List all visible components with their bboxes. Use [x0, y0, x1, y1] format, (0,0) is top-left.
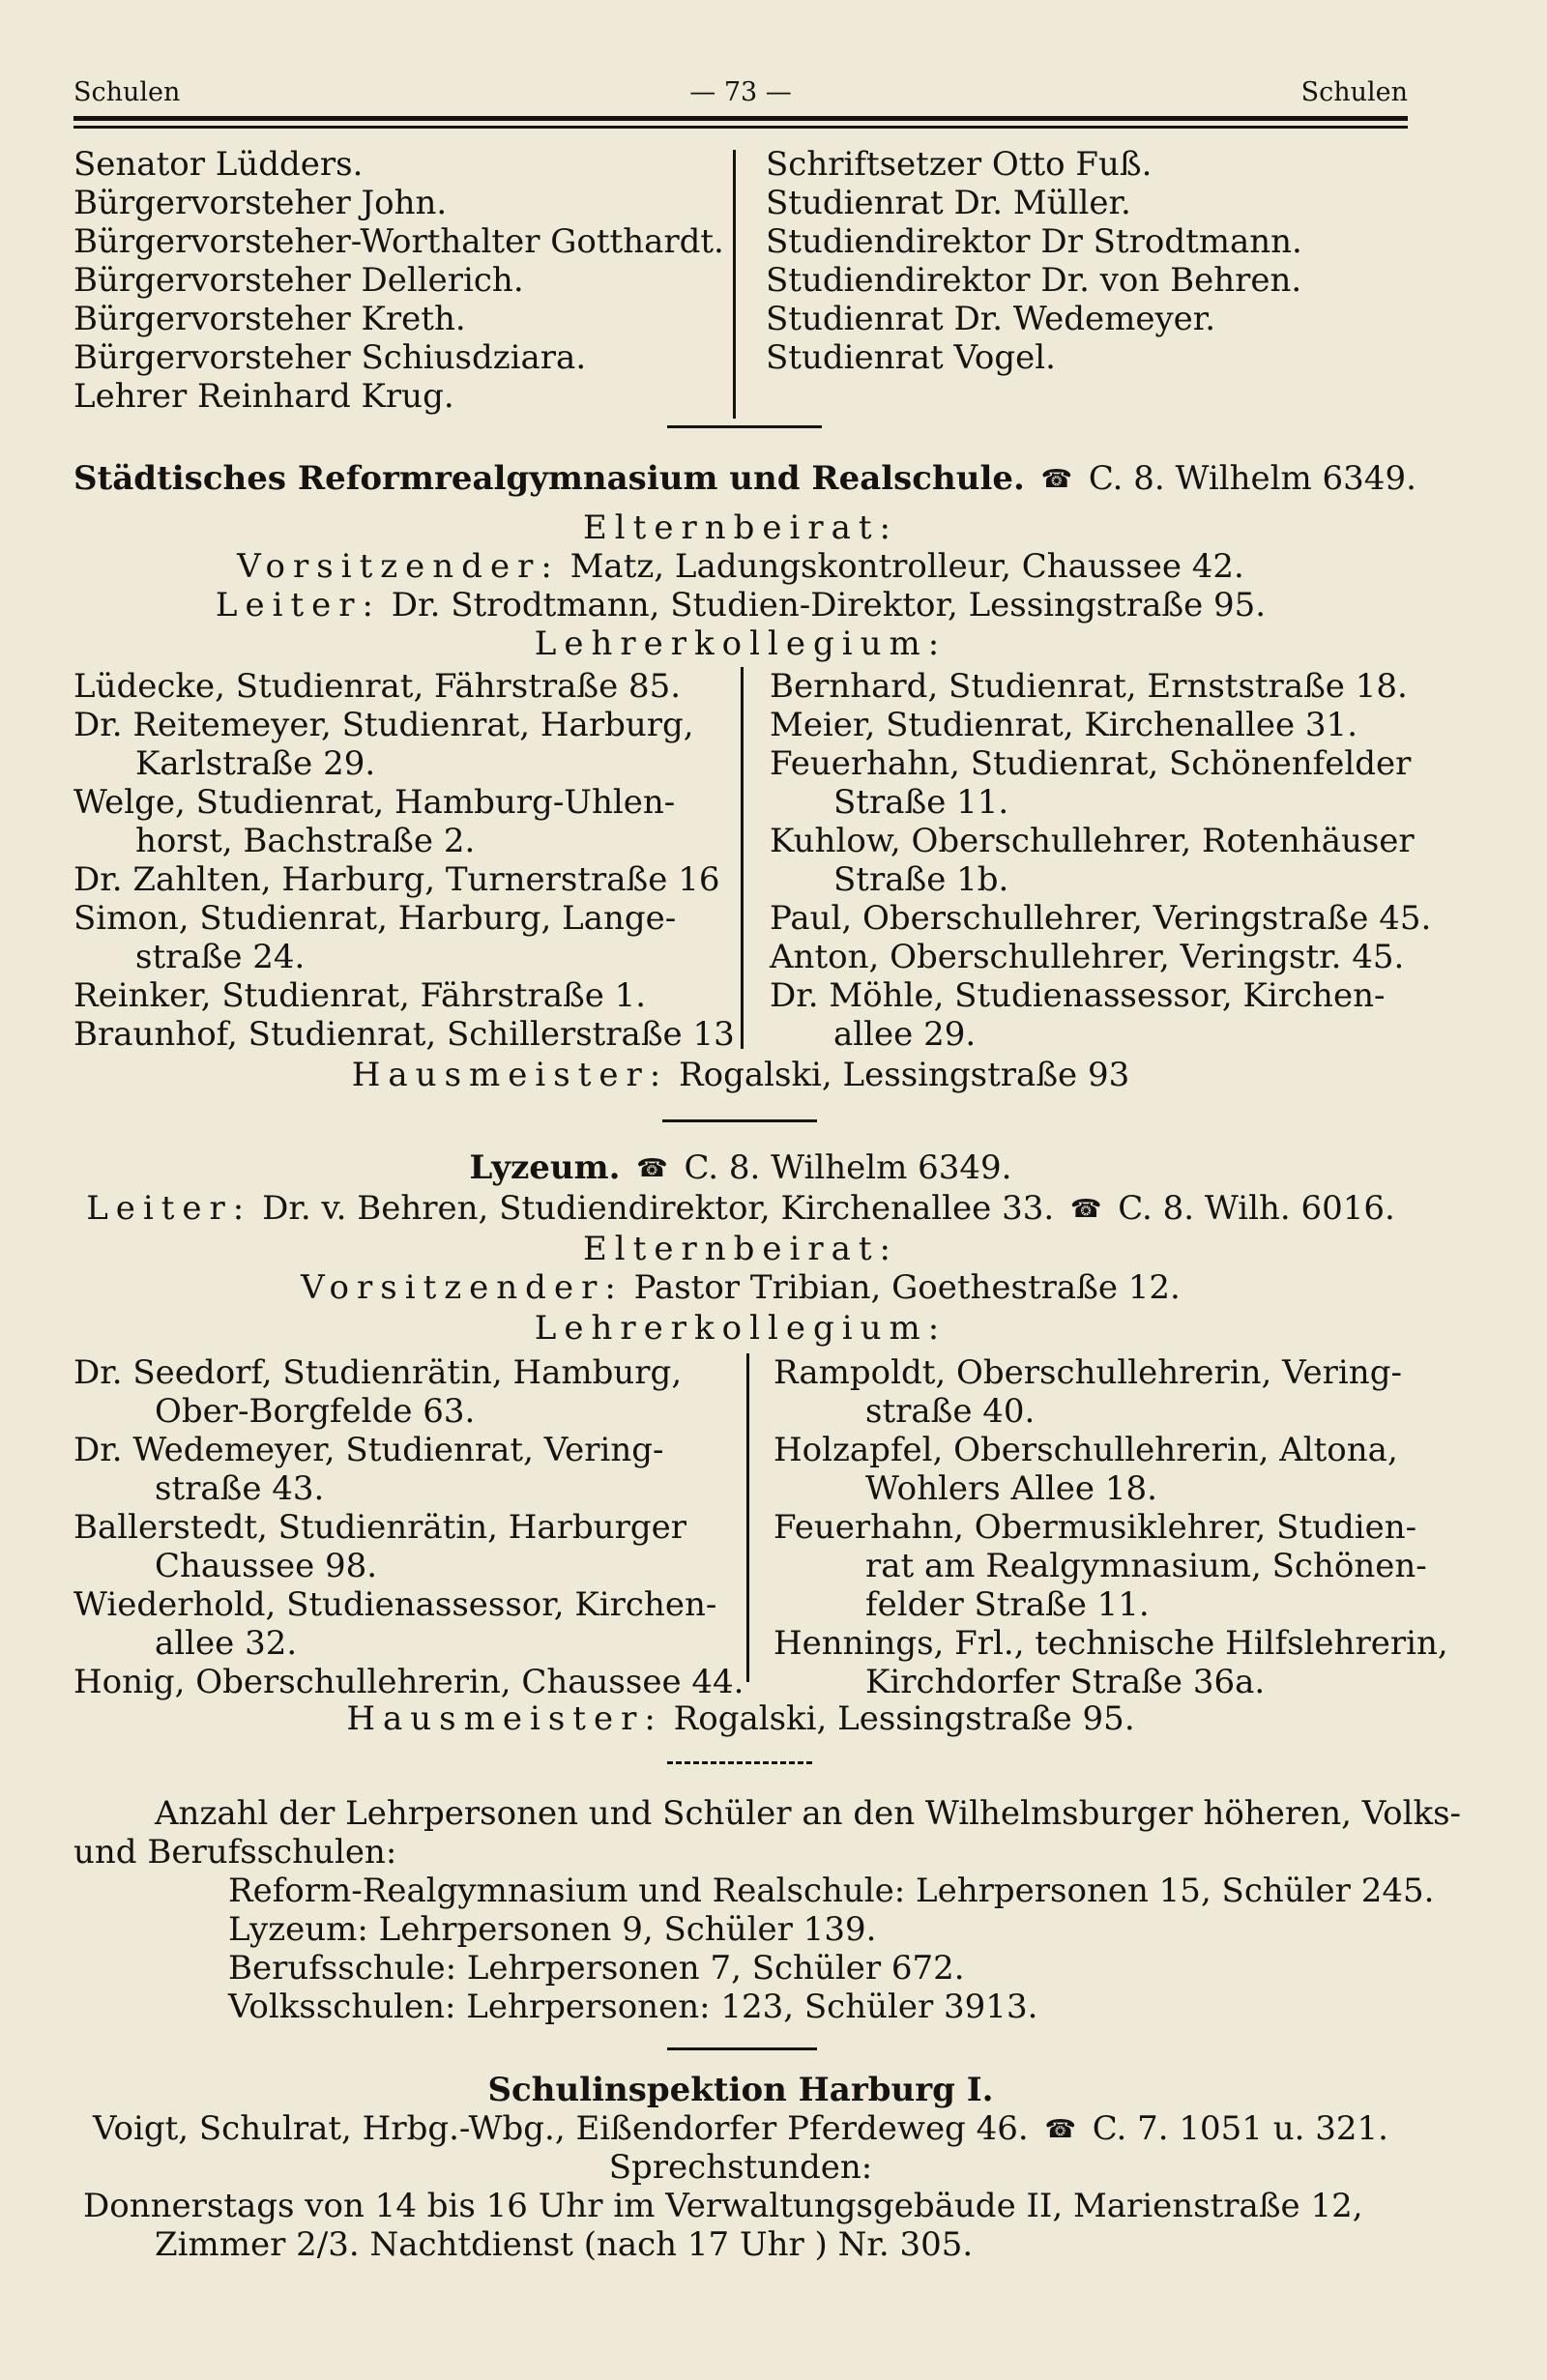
school2-staff-left: Ballerstedt, Studienrätin, Harburger: [73, 1508, 686, 1547]
school1-staff-right: Anton, Oberschullehrer, Veringstr. 45.: [770, 938, 1405, 976]
school2-staff-left: straße 43.: [155, 1469, 325, 1508]
school1-elternbeirat: Elternbeirat:: [582, 508, 899, 547]
section-separator: [662, 1119, 817, 1122]
school1-chair: Matz, Ladungskontrolleur, Chaussee 42.: [569, 547, 1244, 586]
column-divider: [733, 150, 736, 419]
school1-staff-right: Dr. Möhle, Studienassessor, Kirchen-: [770, 976, 1386, 1015]
committee-right-5: Studienrat Dr. Wedemeyer.: [766, 300, 1216, 338]
stats-item: Berufsschule: Lehrpersonen 7, Schüler 672.: [228, 1949, 965, 1988]
committee-right-6: Studienrat Vogel.: [766, 338, 1056, 377]
school2-head-phone: C. 8. Wilh. 6016.: [1118, 1189, 1395, 1228]
school2-staff-right: straße 40.: [865, 1392, 1036, 1431]
school1-chair-label: Vorsitzender:: [237, 547, 560, 586]
school1-head-line: [73, 586, 1408, 624]
school1-staff-right: Paul, Oberschullehrer, Veringstraße 45.: [770, 899, 1432, 938]
stats-item: Reform-Realgymnasium und Realschule: Lehrpersonen 15, Schüler 245.: [228, 1872, 1435, 1910]
school2-chair: Pastor Tribian, Goethestraße 12.: [633, 1268, 1181, 1307]
school1-staff-left: Lüdecke, Studienrat, Fährstraße 85.: [73, 667, 682, 706]
section-separator: [667, 2047, 817, 2050]
stats-intro: und Berufsschulen:: [73, 1833, 397, 1872]
section-separator: [667, 1761, 812, 1764]
school1-staff-right: Meier, Studienrat, Kirchenallee 31.: [770, 706, 1357, 744]
school1-staff-left: Karlstraße 29.: [135, 744, 376, 783]
school1-staff-right: Kuhlow, Oberschullehrer, Rotenhäuser: [770, 822, 1415, 860]
school2-janitor: Rogalski, Lessingstraße 95.: [673, 1699, 1135, 1738]
school2-head-label: Leiter:: [86, 1189, 252, 1228]
school2-janitor-line: [73, 1699, 1408, 1738]
inspection-person: Voigt, Schulrat, Hrbg.-Wbg., Eißendorfer Pferdeweg 46.: [93, 2109, 1029, 2148]
committee-right-4: Studiendirektor Dr. von Behren.: [766, 261, 1302, 300]
school1-staff-right: Feuerhahn, Studienrat, Schönenfelder: [770, 744, 1412, 783]
school1-janitor-label: Hausmeister:: [351, 1056, 669, 1094]
header-left: Schulen: [73, 77, 181, 107]
inspection-phone: C. 7. 1051 u. 321.: [1092, 2109, 1388, 2148]
school2-staff-right: rat am Realgymnasium, Schönen-: [865, 1547, 1427, 1585]
school1-title: Städtisches Reformrealgymnasium und Realschule.: [73, 459, 1025, 498]
school1-head: Dr. Strodtmann, Studien-Direktor, Lessingstraße 95.: [391, 586, 1267, 624]
inspection-title: Schulinspektion Harburg I.: [487, 2071, 994, 2109]
committee-left-1: Senator Lüdders.: [73, 145, 364, 184]
school1-title-line: [73, 459, 1416, 499]
school1-staff-left: horst, Bachstraße 2.: [135, 822, 476, 860]
school1-janitor: Rogalski, Lessingstraße 93: [679, 1056, 1130, 1094]
school1-staff-right: Straße 11.: [833, 783, 1009, 822]
header-rule: [73, 116, 1408, 121]
telephone-icon: ☎: [1069, 1195, 1102, 1224]
school2-title-line: [73, 1148, 1408, 1188]
school2-staff-left: allee 32.: [155, 1624, 298, 1663]
school1-phone: C. 8. Wilhelm 6349.: [1088, 459, 1416, 498]
section-separator: [667, 425, 822, 428]
stats-item: Volksschulen: Lehrpersonen: 123, Schüler 3913.: [228, 1988, 1038, 2026]
school2-staff-left: Chaussee 98.: [155, 1547, 378, 1585]
column-divider: [741, 667, 744, 1049]
school1-staff-heading: Lehrerkollegium:: [534, 624, 948, 663]
committee-right-2: Studienrat Dr. Müller.: [766, 184, 1131, 222]
school1-staff-right: allee 29.: [833, 1015, 977, 1054]
telephone-icon: ☎: [636, 1154, 668, 1183]
school2-staff-right: Feuerhahn, Obermusiklehrer, Studien-: [774, 1508, 1417, 1547]
inspection-line: [73, 2109, 1408, 2149]
school2-staff-left: Ober-Borgfelde 63.: [155, 1392, 476, 1431]
school2-staff-right: Hennings, Frl., technische Hilfslehrerin,: [774, 1624, 1448, 1663]
school2-staff-right: Rampoldt, Oberschullehrerin, Vering-: [774, 1353, 1402, 1392]
school2-head: Dr. v. Behren, Studiendirektor, Kirchenallee 33.: [262, 1189, 1055, 1228]
school2-staff-right: Kirchdorfer Straße 36a.: [865, 1663, 1266, 1701]
school2-janitor-label: Hausmeister:: [346, 1699, 663, 1738]
school2-staff-right: Holzapfel, Oberschullehrerin, Altona,: [774, 1431, 1398, 1469]
school1-head-label: Leiter:: [215, 586, 381, 624]
school2-chair-label: Vorsitzender:: [301, 1268, 624, 1307]
telephone-icon: ☎: [1044, 2115, 1076, 2144]
school2-phone: C. 8. Wilhelm 6349.: [684, 1148, 1012, 1187]
telephone-icon: ☎: [1040, 465, 1073, 494]
page-number: — 73 —: [689, 77, 792, 107]
stats-intro: Anzahl der Lehrpersonen und Schüler an den Wilhelmsburger höheren, Volks-: [155, 1794, 1462, 1833]
school1-staff-right: Straße 1b.: [833, 860, 1009, 899]
school2-staff-left: Dr. Wedemeyer, Studienrat, Vering-: [73, 1431, 664, 1469]
school2-staff-right: Wohlers Allee 18.: [865, 1469, 1157, 1508]
inspection-hours-label: Sprechstunden:: [608, 2148, 873, 2187]
committee-left-6: Bürgervorsteher Schiusdziara.: [73, 338, 587, 377]
school2-elternbeirat: Elternbeirat:: [582, 1230, 899, 1268]
school2-staff-left: Wiederhold, Studienassessor, Kirchen-: [73, 1585, 717, 1624]
school2-title: Lyzeum.: [469, 1148, 621, 1187]
school1-janitor-line: [73, 1056, 1408, 1094]
school2-chair-line: [73, 1268, 1408, 1307]
school1-staff-left: Reinker, Studienrat, Fährstraße 1.: [73, 976, 647, 1015]
header-rule-thin: [73, 126, 1408, 129]
school1-staff-left: Dr. Zahlten, Harburg, Turnerstraße 16: [73, 860, 720, 899]
school1-staff-left: Welge, Studienrat, Hamburg-Uhlen-: [73, 783, 676, 822]
school1-staff-left: Simon, Studienrat, Harburg, Lange-: [73, 899, 677, 938]
header-right: Schulen: [1300, 77, 1408, 107]
school1-chair-line: [73, 547, 1408, 586]
inspection-hours: Zimmer 2/3. Nachtdienst (nach 17 Uhr ) Nr. 305.: [155, 2225, 974, 2264]
inspection-hours: Donnerstags von 14 bis 16 Uhr im Verwaltungsgebäude II, Marienstraße 12,: [83, 2187, 1363, 2225]
school1-staff-left: Dr. Reitemeyer, Studienrat, Harburg,: [73, 706, 694, 744]
committee-left-7: Lehrer Reinhard Krug.: [73, 377, 454, 416]
school1-staff-left: straße 24.: [135, 938, 306, 976]
column-divider: [746, 1353, 749, 1682]
school2-staff-left: Dr. Seedorf, Studienrätin, Hamburg,: [73, 1353, 683, 1392]
school1-staff-left: Braunhof, Studienrat, Schillerstraße 13: [73, 1015, 735, 1054]
running-header: [73, 73, 1408, 112]
stats-item: Lyzeum: Lehrpersonen 9, Schüler 139.: [228, 1910, 877, 1949]
committee-right-1: Schriftsetzer Otto Fuß.: [766, 145, 1153, 184]
committee-left-3: Bürgervorsteher-Worthalter Gotthardt.: [73, 222, 724, 261]
committee-left-2: Bürgervorsteher John.: [73, 184, 448, 222]
school1-staff-right: Bernhard, Studienrat, Ernststraße 18.: [770, 667, 1408, 706]
committee-right-3: Studiendirektor Dr Strodtmann.: [766, 222, 1302, 261]
committee-left-5: Bürgervorsteher Kreth.: [73, 300, 466, 338]
school2-staff-left: Honig, Oberschullehrerin, Chaussee 44.: [73, 1663, 744, 1701]
committee-left-4: Bürgervorsteher Dellerich.: [73, 261, 524, 300]
school2-staff-heading: Lehrerkollegium:: [534, 1309, 948, 1348]
school2-head-line: [73, 1189, 1408, 1229]
school2-staff-right: felder Straße 11.: [865, 1585, 1150, 1624]
